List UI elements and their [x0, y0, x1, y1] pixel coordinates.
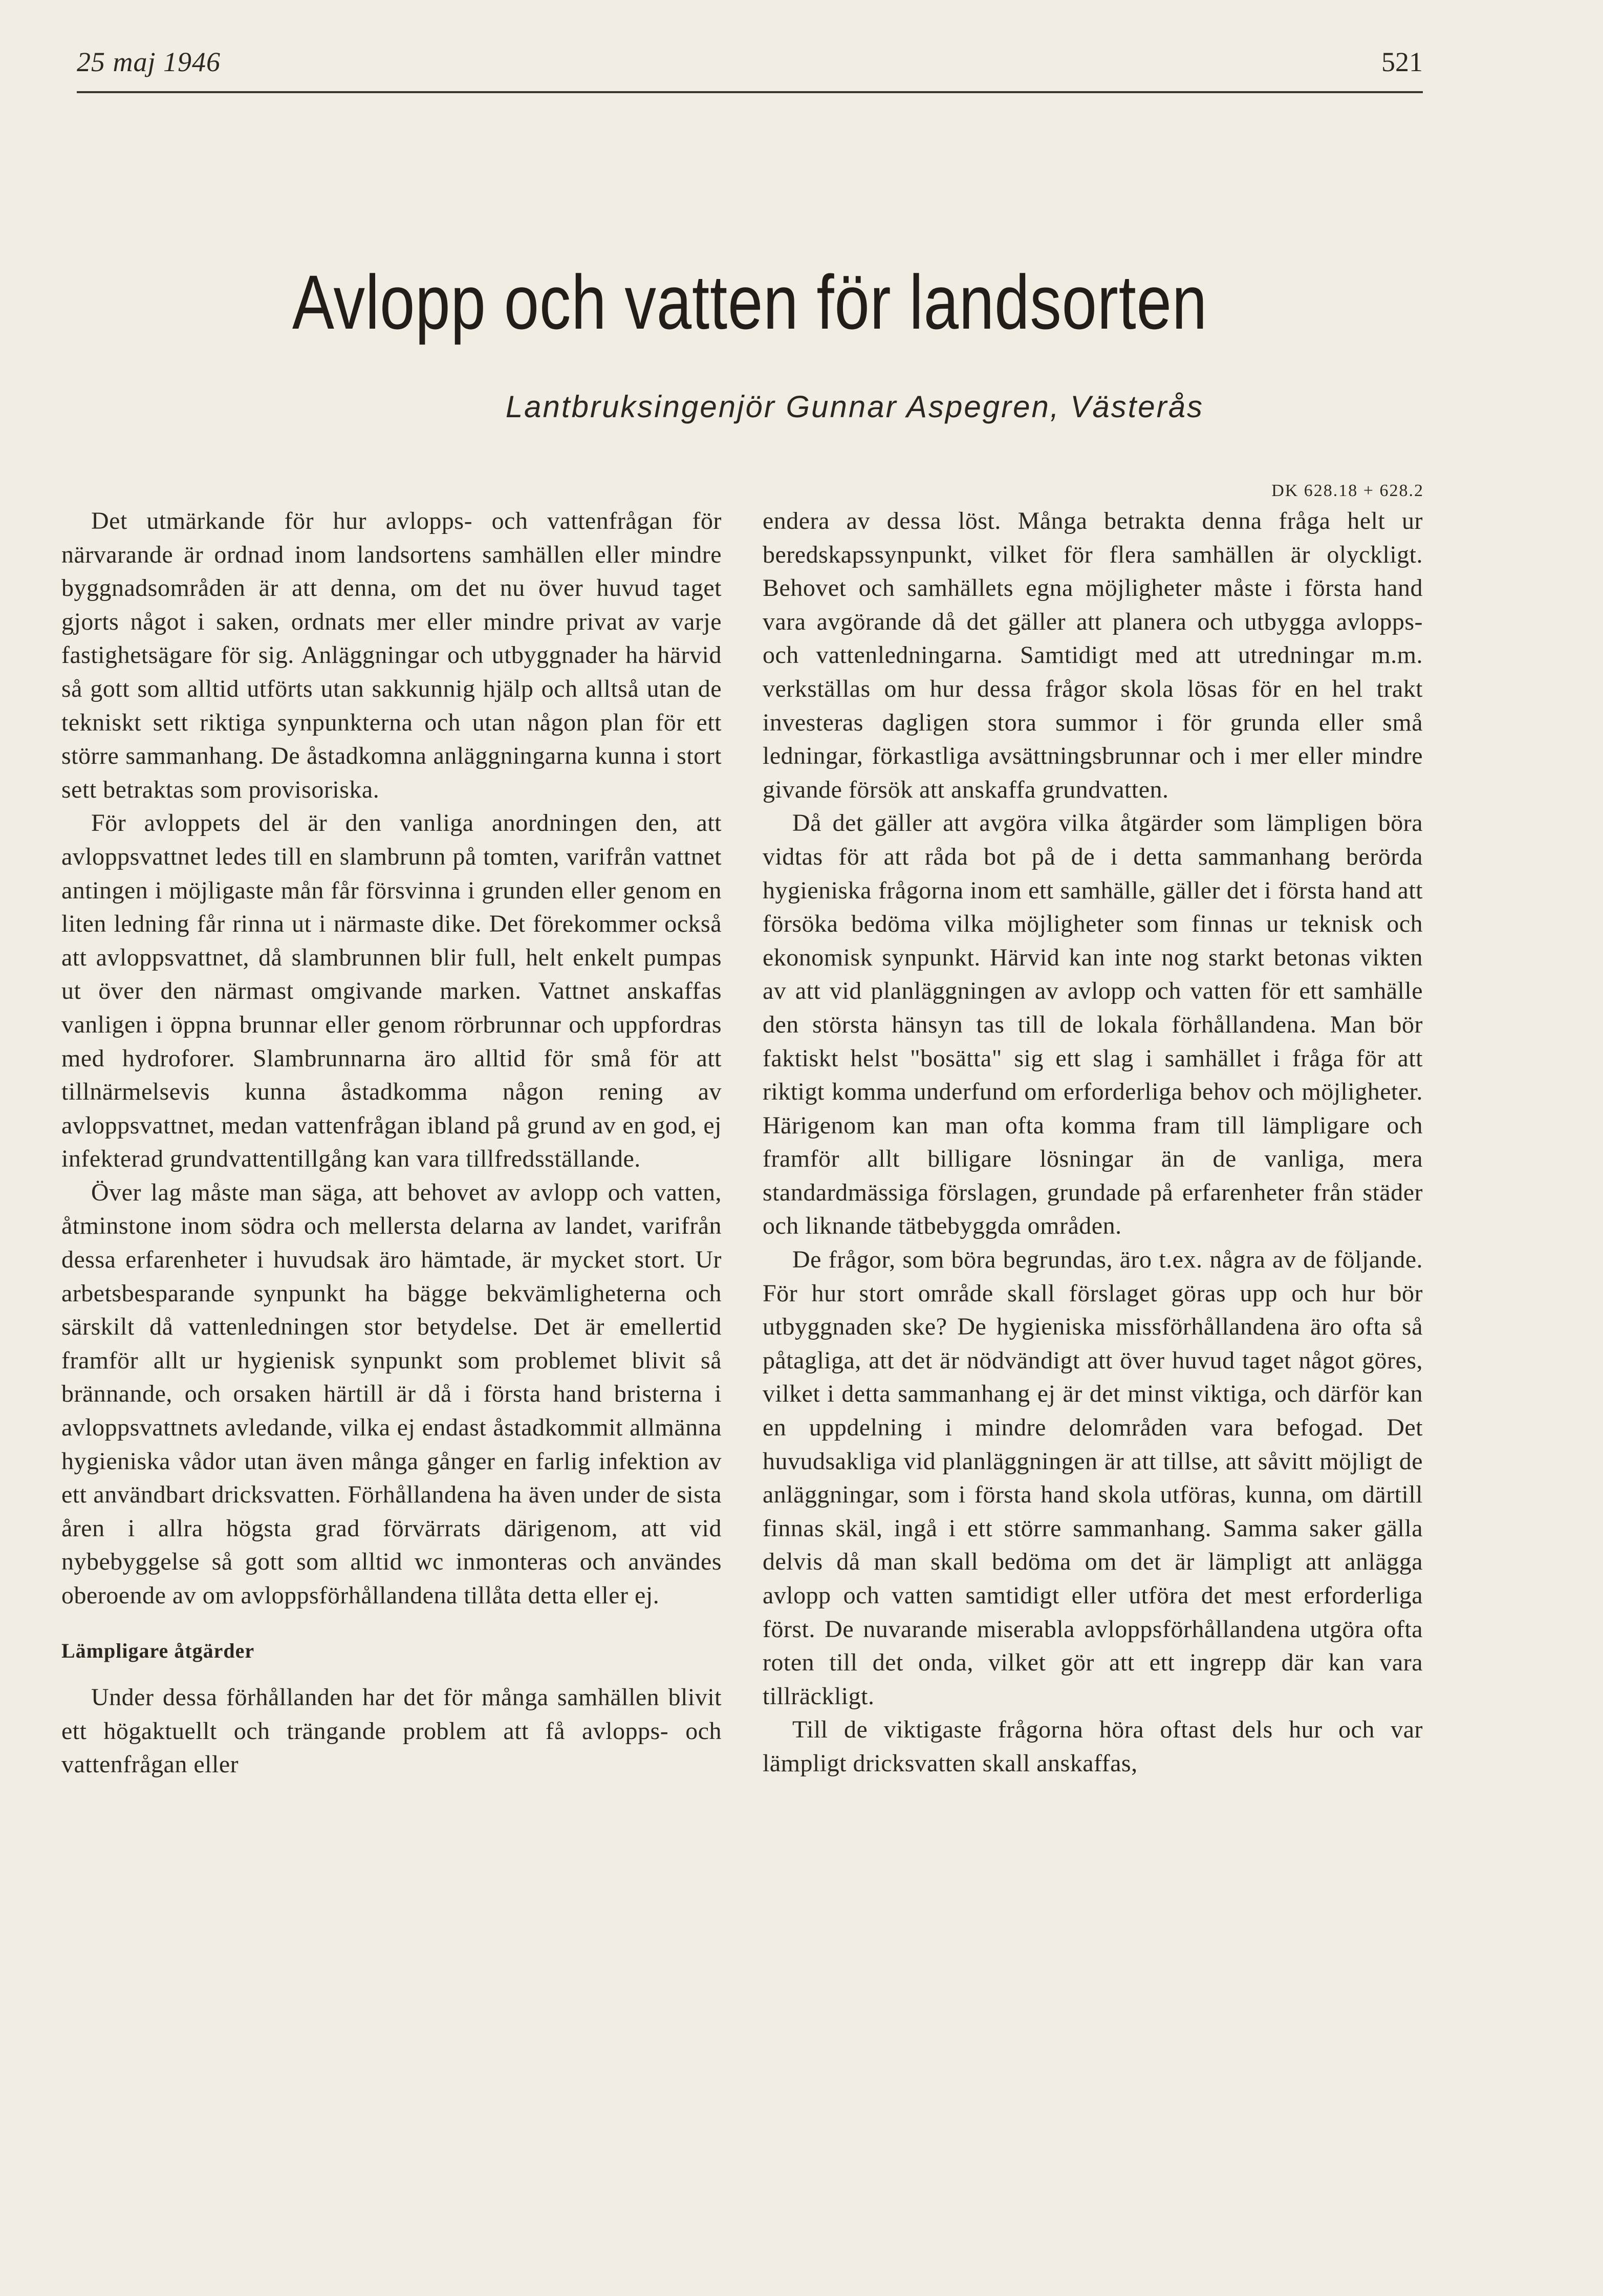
classification-code: DK 628.18 + 628.2 — [1271, 481, 1424, 500]
paragraph-continuation: endera av dessa löst. Många betrakta denna fråga helt ur beredskapssynpunkt, vilket för flera samhällen är olyckligt. Behovet och samhällets egna möjligheter måste i första hand vara avgörande då det gäller att planera och utbygga avlopps- och vattenledningarna. Samtidigt med att utredningar m.m. verkställas om hur dessa frågor skola lösas för en hel trakt investeras dagligen stora summor i för grunda eller små ledningar, förkastliga avsättningsbrunnar och i mer eller mindre givande försök att anskaffa grundvatten. — [763, 507, 1423, 803]
issue-date: 25 maj 1946 — [77, 47, 221, 77]
section-heading: Lämpligare åtgärder — [61, 1639, 255, 1662]
paragraph: Då det gäller att avgöra vilka åtgärder som lämpligen böra vidtas för att råda bot på de i detta sammanhang berörda hygieniska frågorna inom ett samhälle, gäller det i första hand att försöka bedöma vilka möjligheter som finnas ur teknisk och ekonomisk synpunkt. Härvid kan inte nog starkt betonas vikten av att vid planläggningen av avlopp och vatten för ett samhälle den största hänsyn tas till de lokala förhållandena. Man bör faktiskt helst "bosätta" sig ett slag i samhället i fråga för att riktigt komma underfund om erforderliga behov och möjligheter. Härigenom kan man ofta komma fram till lämpligare och framför allt billigare lösningar än de vanliga, mera standardmässiga förslagen, grundade på erfarenheter från städer och liknande tätbebyggda områden. — [763, 809, 1423, 1240]
paragraph: Till de viktigaste frågorna höra oftast dels hur och var lämpligt dricksvatten skall anskaffas, — [763, 1716, 1423, 1777]
paragraph: De frågor, som böra begrundas, äro t.ex. några av de följande. För hur stort område skall förslaget göras upp och hur bör utbyggnaden ske? De hygieniska missförhållandena äro ofta så påtagliga, att det är nödvändigt att över huvud taget något göres, vilket i detta sammanhang ej är det minst viktiga, och därför kan en uppdelning i mindre delområden vara befogad. Det huvudsakliga vid planläggningen är att tillse, att såvitt möjligt de anläggningar, som i första hand skola utföras, kunna, om därtill finnas skäl, ingå i ett större sammanhang. Samma saker gälla delvis då man skall bedöma om det är lämpligt att anlägga avlopp och vatten samtidigt eller utföra det mest erforderliga först. De nuvarande miserabla avloppsförhållandena utgöra ofta roten till det onda, vilket gör att ett ingrepp där kan vara tillräckligt. — [763, 1246, 1423, 1710]
paragraph: Det utmärkande för hur avlopps- och vattenfrågan för närvarande är ordnad inom landsortens samhällen eller mindre byggnadsområden är att denna, om det nu över huvud taget gjorts något i saken, ordnats mer eller mindre privat av varje fastighetsägare för sig. Anläggningar och utbyggnader ha härvid så gott som alltid utförts utan sakkunnig hjälp och alltså utan de tekniskt sett riktiga synpunkterna och utan någon plan för ett större sammanhang. De åstadkomna anläggningarna kunna i stort sett betraktas som provisoriska. — [61, 507, 722, 803]
right-column — [763, 504, 1423, 1780]
article-title: Avlopp och vatten för landsorten — [292, 259, 1208, 345]
paragraph: Över lag måste man säga, att behovet av avlopp och vatten, åtminstone inom södra och mellersta delarna av landet, varifrån dessa erfarenheter i huvudsak äro hämtade, är mycket stort. Ur arbetsbesparande synpunkt ha bägge bekvämligheterna och särskilt då vattenledningen stor betydelse. Det är emellertid framför allt ur hygienisk synpunkt som problemet blivit så brännande, och orsaken härtill är då i första hand bristerna i avloppsvattnets avledande, vilka ej endast åstadkommit allmänna hygieniska vådor utan även många gånger en farlig infektion av ett användbart dricksvatten. Förhållandena ha även under de sista åren i allra högsta grad förvärrats därigenom, att vid nybebyggelse så gott som alltid wc inmonteras och användes oberoende av om avloppsförhållandena tillåta detta eller ej. — [61, 1178, 722, 1609]
paragraph: För avloppets del är den vanliga anordningen den, att avloppsvattnet ledes till en slambrunn på tomten, varifrån vattnet antingen i möjligaste mån får försvinna i grunden eller genom en liten ledning får rinna ut i närmaste dike. Det förekommer också att avloppsvattnet, då slambrunnen blir full, helt enkelt pumpas ut över den närmast omgivande marken. Vattnet anskaffas vanligen i öppna brunnar eller genom rörbrunnar och uppfordras med hydroforer. Slambrunnarna äro alltid för små för att tillnärmelsevis kunna åstadkomma någon rening av avloppsvattnet, medan vattenfrågan ibland på grund av en god, ej infekterad grundvattentillgång kan vara tillfredsställande. — [61, 809, 722, 1173]
left-column — [61, 504, 722, 1782]
page-number: 521 — [1381, 47, 1423, 77]
header-rule — [77, 91, 1423, 93]
paragraph: Under dessa förhållanden har det för många samhällen blivit ett högaktuellt och trängande problem att få avlopps- och vattenfrågan eller — [61, 1684, 722, 1778]
article-byline: Lantbruksingenjör Gunnar Aspegren, Västerås — [505, 390, 1204, 424]
page-header — [77, 41, 1423, 87]
